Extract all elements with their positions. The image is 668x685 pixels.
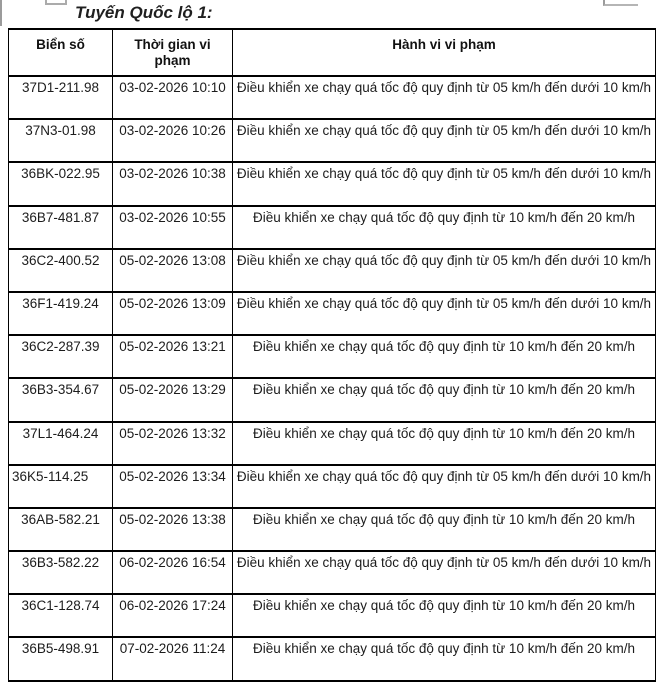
table-row [9, 162, 656, 205]
header-time: Thời gian vi phạm [113, 29, 233, 76]
time-cell: 05-02-2026 13:29 [113, 378, 233, 421]
violation-cell: Điều khiển xe chạy quá tốc độ quy định từ 10 km/h đến 20 km/h [233, 594, 656, 637]
time-cell: 06-02-2026 16:54 [113, 551, 233, 594]
header-violation: Hành vi vi phạm [233, 29, 656, 76]
header-plate: Biển số [9, 29, 113, 76]
table-row [9, 76, 656, 119]
violation-cell: Điều khiển xe chạy quá tốc độ quy định từ 10 km/h đến 20 km/h [233, 206, 656, 249]
violation-cell: Điều khiển xe chạy quá tốc độ quy định từ 10 km/h đến 20 km/h [233, 335, 656, 378]
table-row [9, 508, 656, 551]
plate-cell: 36B5-498.91 [9, 637, 113, 680]
table-row [9, 378, 656, 421]
violation-cell: Điều khiển xe chạy quá tốc độ quy định từ 05 km/h đến dưới 10 km/h [233, 162, 656, 205]
plate-cell: 36B7-481.87 [9, 206, 113, 249]
table-row [9, 206, 656, 249]
plate-cell: 36B3-354.67 [9, 378, 113, 421]
table-row [9, 335, 656, 378]
table-row [9, 637, 656, 680]
route-title: Tuyến Quốc lộ 1: [75, 3, 213, 22]
violation-cell: Điều khiển xe chạy quá tốc độ quy định từ 10 km/h đến 20 km/h [233, 378, 656, 421]
plate-cell: 37N3-01.98 [9, 119, 113, 162]
plate-cell: 36AB-582.21 [9, 508, 113, 551]
plate-cell: 36C1-128.74 [9, 594, 113, 637]
table-row [9, 249, 656, 292]
violation-cell: Điều khiển xe chạy quá tốc độ quy định từ 10 km/h đến 20 km/h [233, 422, 656, 465]
plate-cell: 36F1-419.24 [9, 292, 113, 335]
time-cell: 05-02-2026 13:21 [113, 335, 233, 378]
violations-table-body [9, 76, 656, 681]
plate-cell: 36BK-022.95 [9, 162, 113, 205]
table-header [9, 29, 656, 76]
plate-cell: 36C2-287.39 [9, 335, 113, 378]
table-row [9, 551, 656, 594]
time-cell: 05-02-2026 13:09 [113, 292, 233, 335]
table-row [9, 422, 656, 465]
time-cell: 05-02-2026 13:08 [113, 249, 233, 292]
top-left-clipped-fragment [45, 0, 67, 5]
time-cell: 05-02-2026 13:32 [113, 422, 233, 465]
plate-cell: 36C2-400.52 [9, 249, 113, 292]
plate-cell: 37L1-464.24 [9, 422, 113, 465]
time-cell: 05-02-2026 13:34 [113, 465, 233, 508]
table-row [9, 292, 656, 335]
violation-cell: Điều khiển xe chạy quá tốc độ quy định từ 05 km/h đến dưới 10 km/h [233, 76, 656, 119]
time-cell: 03-02-2026 10:26 [113, 119, 233, 162]
violation-cell: Điều khiển xe chạy quá tốc độ quy định từ 05 km/h đến dưới 10 km/h [233, 119, 656, 162]
time-cell: 03-02-2026 10:55 [113, 206, 233, 249]
time-cell: 03-02-2026 10:38 [113, 162, 233, 205]
time-cell: 05-02-2026 13:38 [113, 508, 233, 551]
violation-cell: Điều khiển xe chạy quá tốc độ quy định từ 05 km/h đến dưới 10 km/h [233, 465, 656, 508]
table-row [9, 465, 656, 508]
plate-cell: 36B3-582.22 [9, 551, 113, 594]
time-cell: 07-02-2026 11:24 [113, 637, 233, 680]
top-right-clipped-fragment [603, 0, 638, 6]
table-header-row [9, 29, 656, 76]
plate-cell: 36K5-114.25 [9, 465, 113, 508]
left-edge-fragment [0, 0, 2, 26]
table-row [9, 594, 656, 637]
violations-table [8, 28, 656, 682]
time-cell: 03-02-2026 10:10 [113, 76, 233, 119]
violation-cell: Điều khiển xe chạy quá tốc độ quy định từ 05 km/h đến dưới 10 km/h [233, 292, 656, 335]
violation-cell: Điều khiển xe chạy quá tốc độ quy định từ 05 km/h đến dưới 10 km/h [233, 551, 656, 594]
table-row [9, 119, 656, 162]
time-cell: 06-02-2026 17:24 [113, 594, 233, 637]
plate-cell: 37D1-211.98 [9, 76, 113, 119]
violation-cell: Điều khiển xe chạy quá tốc độ quy định từ 10 km/h đến 20 km/h [233, 637, 656, 680]
violation-cell: Điều khiển xe chạy quá tốc độ quy định từ 10 km/h đến 20 km/h [233, 508, 656, 551]
violation-cell: Điều khiển xe chạy quá tốc độ quy định từ 05 km/h đến dưới 10 km/h [233, 249, 656, 292]
